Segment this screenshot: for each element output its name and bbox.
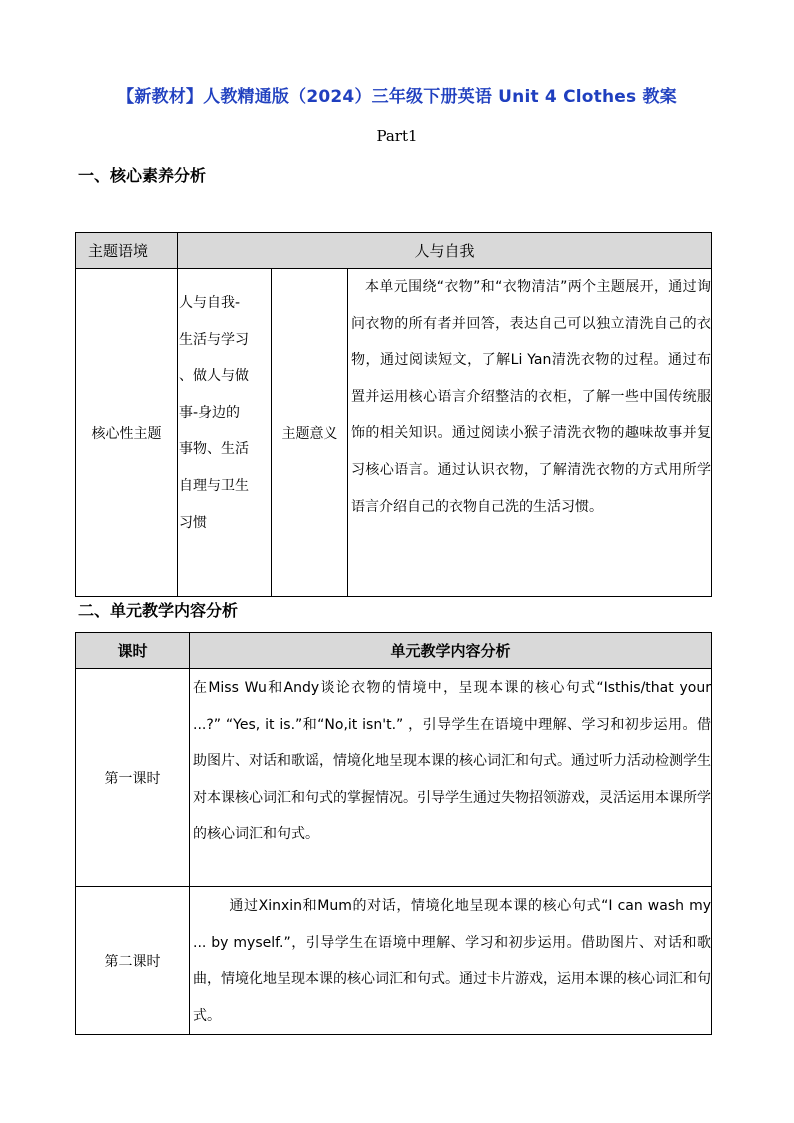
document-title: 【新教材】人教精通版（2024）三年级下册英语 Unit 4 Clothes 教案	[117, 87, 677, 107]
theme-meaning-label: 主题意义	[272, 269, 348, 597]
table-row	[76, 233, 712, 269]
table-row	[76, 669, 712, 887]
column-header-lesson: 课时	[76, 633, 190, 669]
theme-line: 人与自我-	[179, 295, 241, 311]
table-row	[76, 887, 712, 1035]
theme-line: 事物、生活	[179, 441, 249, 458]
section-heading-unit-content: 二、单元教学内容分析	[78, 601, 239, 620]
table-row	[76, 633, 712, 669]
core-theme-cell	[178, 269, 272, 597]
theme-line: 习惯	[179, 514, 207, 531]
document-subtitle: Part1	[376, 127, 418, 145]
theme-meaning-text: 本单元围绕“衣物”和“衣物清洁”两个主题展开，通过询问衣物的所有者并回答，表达自己可以独立清洗自己的衣物，通过阅读短文，了解Li Yan清洗衣物的过程。通过布置并运用核心语言介绍整洁的衣柜，了解一些中国传统服饰的相关知识。通过阅读小猴子清洗衣物的趣味故事并复习核心语言。通过认识衣物，了解清洗衣物的方式用所学语言介绍自己的衣物自己洗的生活习惯。	[348, 269, 712, 597]
section-heading-core-literacy: 一、核心素养分析	[78, 166, 207, 185]
column-header-content: 单元教学内容分析	[190, 633, 712, 669]
theme-context-label: 主题语境	[76, 233, 178, 269]
lesson-content: 在Miss Wu和Andy谈论衣物的情境中，呈现本课的核心句式“Isthis/that your ...?” “Yes, it is.”和“No,it isn't.” ，引导学生在语境中理解、学习和初步运用。借助图片、对话和歌谣，情境化地呈现本课的核心词汇和句式。通过听力活动检测学生对本课核心词汇和句式的掌握情况。引导学生通过失物招领游戏，灵活运用本课所学的核心词汇和句式。	[190, 669, 712, 887]
lesson-label: 第一课时	[76, 669, 190, 887]
theme-line: 自理与卫生	[179, 477, 249, 494]
lesson-content: 通过Xinxin和Mum的对话，情境化地呈现本课的核心句式“I can wash my ... by myself.”，引导学生在语境中理解、学习和初步运用。借助图片、对话和歌曲，情境化地呈现本课的核心词汇和句式。通过卡片游戏，运用本课的核心词汇和句式。	[190, 887, 712, 1035]
theme-line: 、做人与做	[179, 368, 249, 385]
table-row	[76, 269, 712, 597]
lesson-label: 第二课时	[76, 887, 190, 1035]
core-theme-label: 核心性主题	[76, 269, 178, 597]
unit-content-table	[75, 632, 712, 1035]
theme-context-value: 人与自我	[178, 233, 712, 269]
theme-line: 事-身边的	[179, 404, 241, 421]
core-literacy-table	[75, 232, 712, 597]
theme-line: 生活与学习	[179, 331, 249, 348]
